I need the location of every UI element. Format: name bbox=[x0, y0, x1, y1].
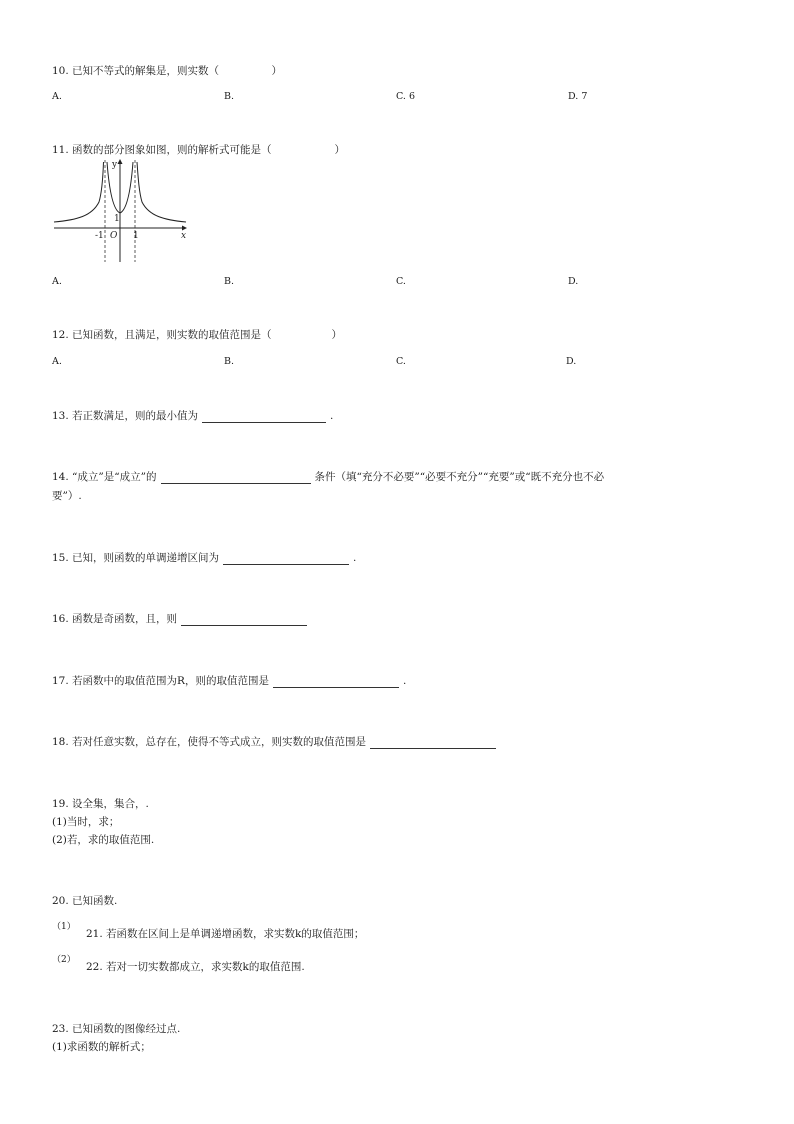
q16-stem: 16. 函数是奇函数，且，则 bbox=[52, 613, 178, 625]
q13-stem: 13. 若正数满足，则的最小值为 bbox=[52, 410, 199, 422]
q10-option-c: C. 6 bbox=[396, 91, 416, 102]
q12-stem-close: ） bbox=[331, 329, 343, 341]
q14-tail: 条件（填“充分不必要”“必要不充分”“充要”或“既不充分也不必 bbox=[314, 471, 605, 483]
q20-stem: 20. 已知函数. bbox=[52, 895, 118, 907]
x-axis-arrow bbox=[182, 226, 187, 231]
q19-part2: (2)若，求的取值范围. bbox=[52, 834, 155, 846]
q14-line2: 要”）. bbox=[52, 490, 82, 502]
q14 bbox=[52, 470, 604, 484]
q18-stem: 18. 若对任意实数，总存在，使得不等式成立，则实数的取值范围是 bbox=[52, 736, 367, 748]
q10-option-d: D. 7 bbox=[568, 91, 588, 102]
q10-stem: 10. 已知不等式的解集是，则实数（ ） bbox=[52, 65, 283, 77]
x-tick-neg-one: -1 bbox=[95, 231, 104, 241]
q14-stem: 14. “成立”是“成立”的 bbox=[52, 471, 157, 483]
q18-answer-blank bbox=[370, 737, 496, 749]
q14-answer-blank bbox=[161, 472, 311, 484]
q16 bbox=[52, 612, 311, 626]
q23-part1: (1)求函数的解析式； bbox=[52, 1041, 151, 1053]
q11-option-a: A. bbox=[52, 276, 62, 287]
y-tick-one: 1 bbox=[114, 214, 120, 224]
q15-stem: 15. 已知，则函数的单调递增区间为 bbox=[52, 552, 220, 564]
x-axis-label: x bbox=[181, 231, 187, 241]
q17-tail: . bbox=[402, 675, 407, 687]
q15-answer-blank bbox=[223, 553, 349, 565]
q12-option-d: D. bbox=[566, 356, 577, 367]
origin-label: O bbox=[110, 231, 118, 241]
q17 bbox=[52, 674, 406, 688]
q18 bbox=[52, 735, 500, 749]
q13 bbox=[52, 409, 333, 423]
q22-stem: 22. 若对一切实数都成立，求实数k的取值范围. bbox=[86, 961, 305, 973]
q23-stem: 23. 已知函数的图像经过点. bbox=[52, 1023, 181, 1035]
q11-function-graph bbox=[52, 158, 192, 270]
q21-stem: 21. 若函数在区间上是单调递增函数，求实数k的取值范围； bbox=[86, 928, 365, 940]
q12-stem-text: 12. 已知函数，且满足，则实数的取值范围是（ bbox=[52, 329, 272, 341]
q11-option-c: C. bbox=[396, 276, 406, 287]
curve-right bbox=[137, 162, 186, 222]
q12-option-b: B. bbox=[224, 356, 235, 367]
q17-answer-blank bbox=[273, 676, 399, 688]
q11-stem: 11. 函数的部分图象如图，则的解析式可能是（ ） bbox=[52, 144, 346, 156]
q10-option-a: A. bbox=[52, 91, 62, 102]
curve-left bbox=[54, 162, 104, 222]
q11-option-b: B. bbox=[224, 276, 235, 287]
q16-answer-blank bbox=[181, 614, 307, 626]
q17-stem: 17. 若函数中的取值范围为R，则的取值范围是 bbox=[52, 675, 269, 687]
q13-tail: . bbox=[330, 410, 334, 422]
q10-option-b: B. bbox=[224, 91, 235, 102]
q15 bbox=[52, 551, 356, 565]
q12-option-a: A. bbox=[52, 356, 62, 367]
q19-part1: (1)当时，求； bbox=[52, 816, 120, 828]
q20-sub1-mark: （1） bbox=[52, 922, 76, 932]
y-axis-arrow bbox=[118, 159, 123, 164]
y-axis-label: y bbox=[112, 160, 118, 170]
q13-answer-blank bbox=[202, 411, 326, 423]
q12-option-c: C. bbox=[396, 356, 406, 367]
x-tick-one: 1 bbox=[133, 231, 139, 241]
q12-stem bbox=[52, 328, 342, 342]
q19-stem: 19. 设全集，集合，. bbox=[52, 798, 149, 810]
q15-tail: . bbox=[353, 552, 357, 564]
q20-sub2-mark: （2） bbox=[52, 955, 76, 965]
q11-option-d: D. bbox=[568, 276, 579, 287]
